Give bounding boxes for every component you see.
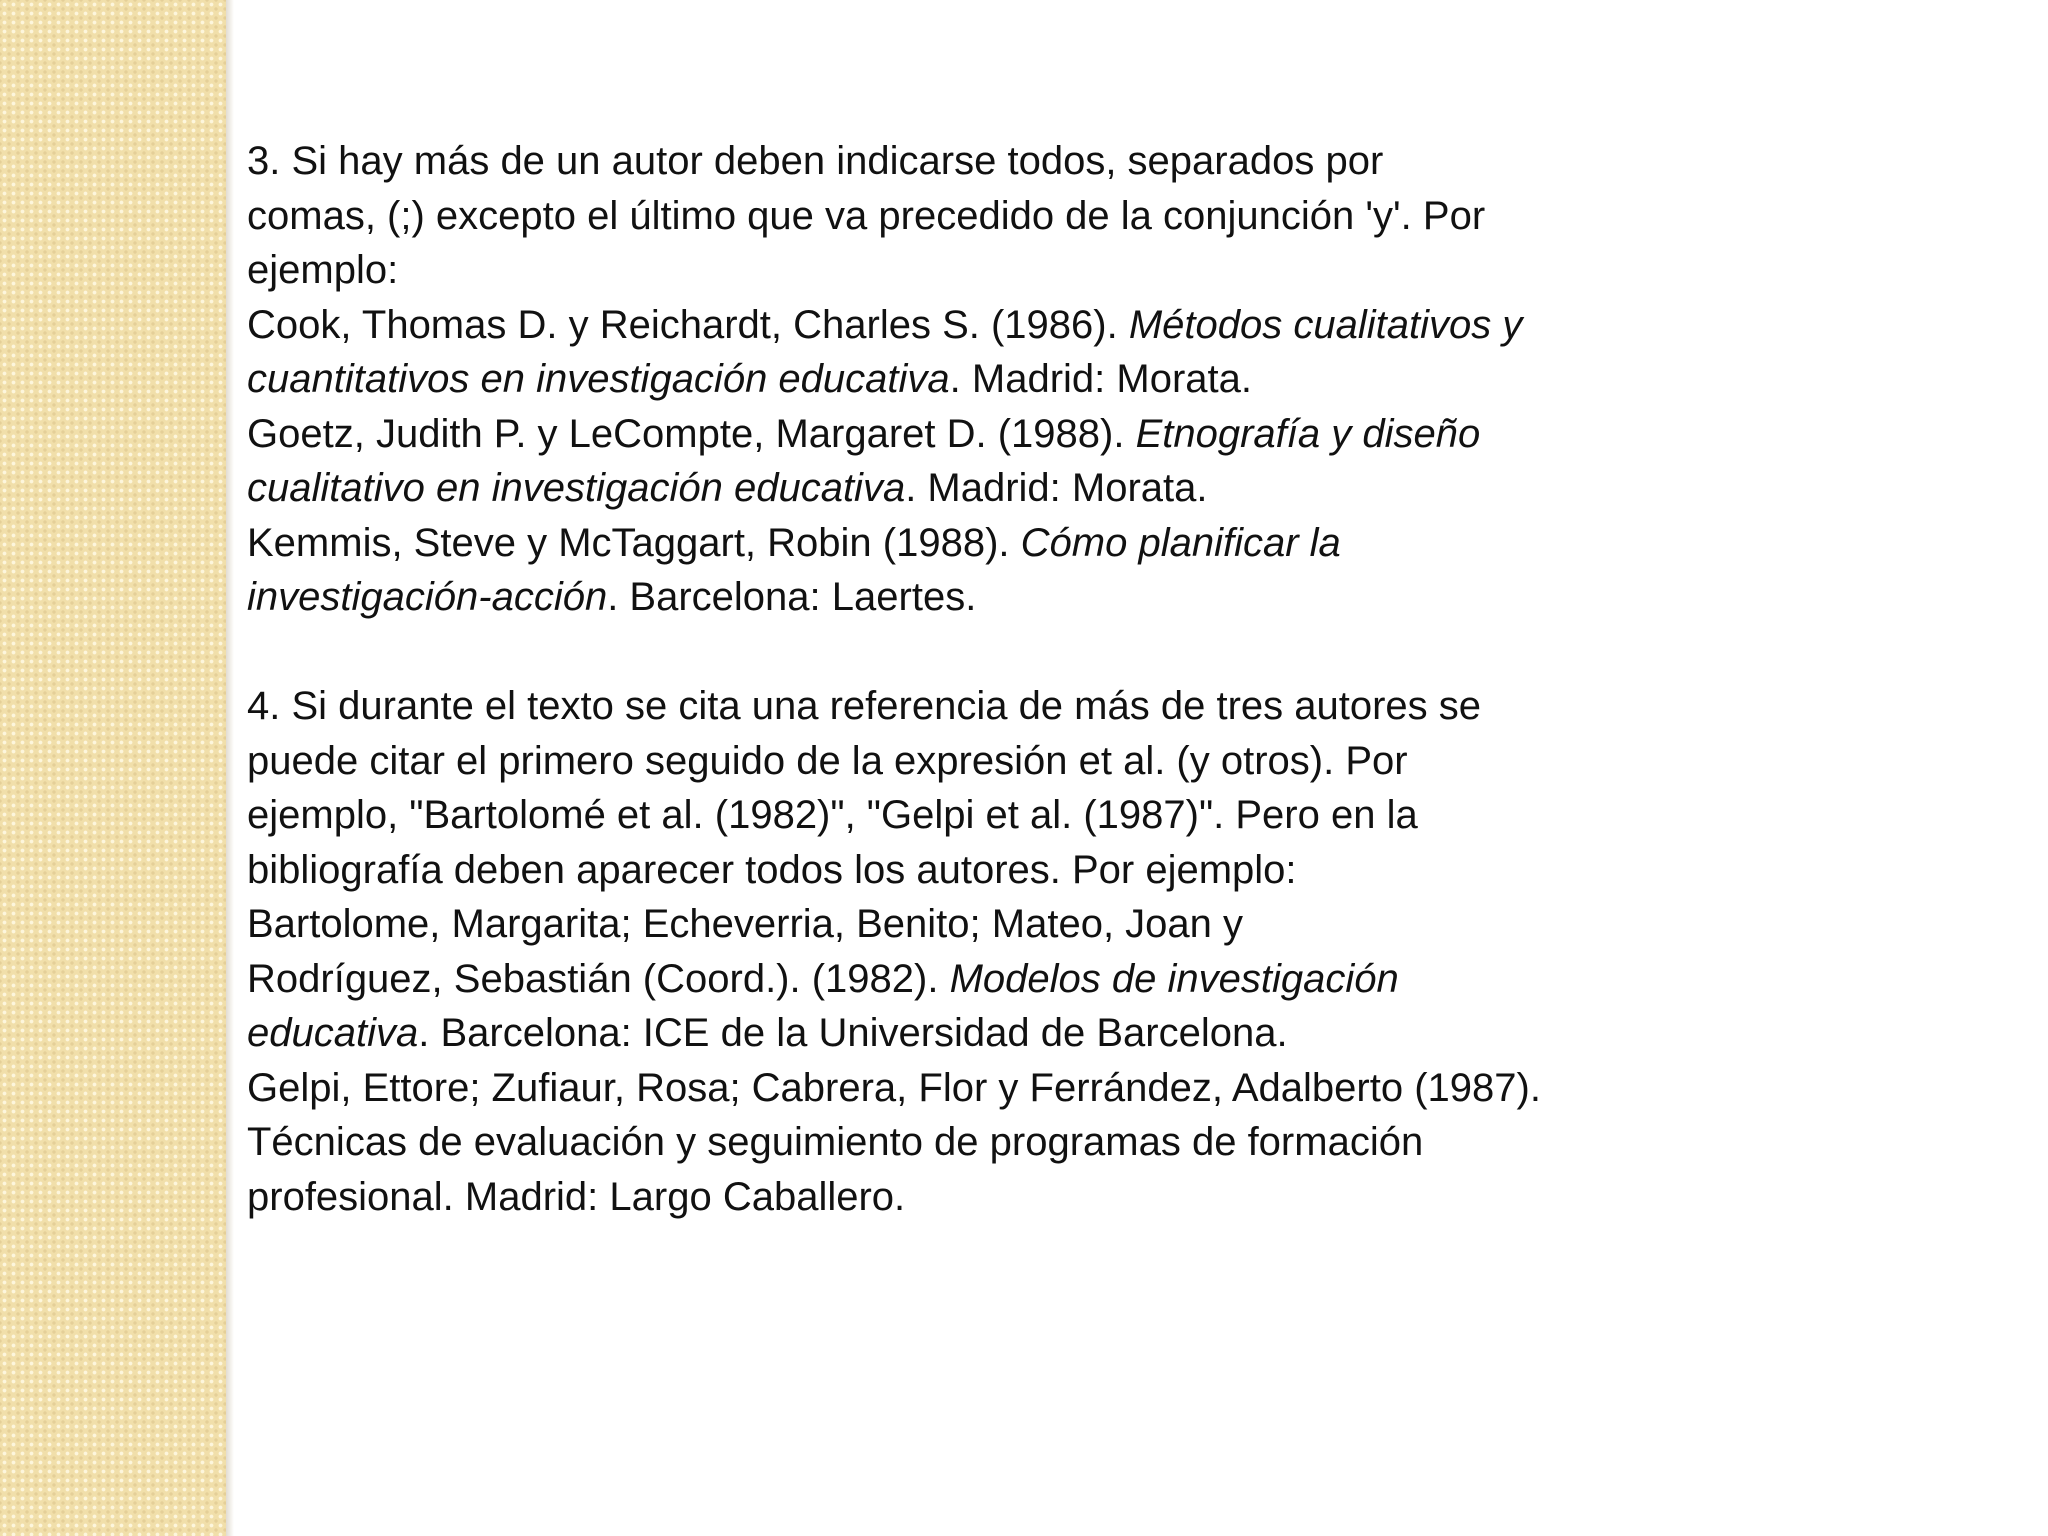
paragraph-spacer xyxy=(247,625,1767,680)
reference-bartolome-line-2 xyxy=(247,952,1767,1007)
reference-cook-title-start: Métodos cualitativos y xyxy=(1128,302,1523,347)
reference-goetz-title-start: Etnografía y diseño xyxy=(1135,411,1481,456)
reference-kemmis-authors: Kemmis, Steve y McTaggart, Robin (1988). xyxy=(247,520,1021,565)
reference-goetz-title-end: cualitativo en investigación educativa xyxy=(247,466,906,510)
reference-kemmis-line-1 xyxy=(247,516,1767,571)
reference-cook-line-1 xyxy=(247,298,1767,353)
reference-cook-title-end: cuantitativos en investigación educativa xyxy=(247,357,950,401)
reference-bartolome-title-start: Modelos de investigación xyxy=(949,956,1399,1001)
section4-intro-line-4: bibliografía deben aparecer todos los autores. Por ejemplo: xyxy=(247,847,1297,892)
section4-intro-line-2: puede citar el primero seguido de la expresión et al. (y otros). Por xyxy=(247,738,1408,783)
slide-body-text xyxy=(247,134,1767,1224)
reference-gelpi-line-1: Gelpi, Ettore; Zufiaur, Rosa; Cabrera, Flor y Ferrández, Adalberto (1987). xyxy=(247,1065,1541,1110)
decorative-side-band xyxy=(0,0,226,1536)
reference-kemmis-publisher: . Barcelona: Laertes. xyxy=(607,575,977,619)
section4-intro-line-3: ejemplo, "Bartolomé et al. (1982)", "Gelpi et al. (1987)". Pero en la xyxy=(247,793,1418,837)
reference-cook-authors: Cook, Thomas D. y Reichardt, Charles S. (1986). xyxy=(247,302,1129,347)
section3-intro-line-2: comas, (;) excepto el último que va precedido de la conjunción 'y'. Por xyxy=(247,193,1486,238)
reference-bartolome-authors-end: Rodríguez, Sebastián (Coord.). (1982). xyxy=(247,956,950,1001)
reference-gelpi-line-3: profesional. Madrid: Largo Caballero. xyxy=(247,1174,906,1219)
reference-bartolome-line-1: Bartolome, Margarita; Echeverria, Benito; Mateo, Joan y xyxy=(247,902,1244,946)
reference-goetz-line-1 xyxy=(247,407,1767,462)
reference-bartolome-line-3 xyxy=(247,1006,1767,1061)
reference-cook-publisher: . Madrid: Morata. xyxy=(949,357,1252,401)
reference-bartolome-publisher: . Barcelona: ICE de la Universidad de Barcelona. xyxy=(418,1011,1288,1055)
reference-goetz-line-2 xyxy=(247,461,1767,516)
reference-kemmis-title-end: investigación-acción xyxy=(247,575,608,619)
reference-gelpi-line-2: Técnicas de evaluación y seguimiento de programas de formación xyxy=(247,1120,1424,1164)
reference-goetz-authors: Goetz, Judith P. y LeCompte, Margaret D. (1988). xyxy=(247,411,1136,456)
reference-bartolome-title-end: educativa xyxy=(247,1011,419,1055)
reference-kemmis-line-2 xyxy=(247,570,1767,625)
reference-cook-line-2 xyxy=(247,352,1767,407)
section3-intro-line-1: 3. Si hay más de un autor deben indicarse todos, separados por xyxy=(247,139,1384,183)
section4-intro-line-1: 4. Si durante el texto se cita una referencia de más de tres autores se xyxy=(247,684,1482,728)
section3-intro-line-3: ejemplo: xyxy=(247,248,399,292)
side-band-shadow xyxy=(226,0,234,1536)
reference-goetz-publisher: . Madrid: Morata. xyxy=(905,466,1208,510)
reference-kemmis-title-start: Cómo planificar la xyxy=(1020,520,1341,565)
